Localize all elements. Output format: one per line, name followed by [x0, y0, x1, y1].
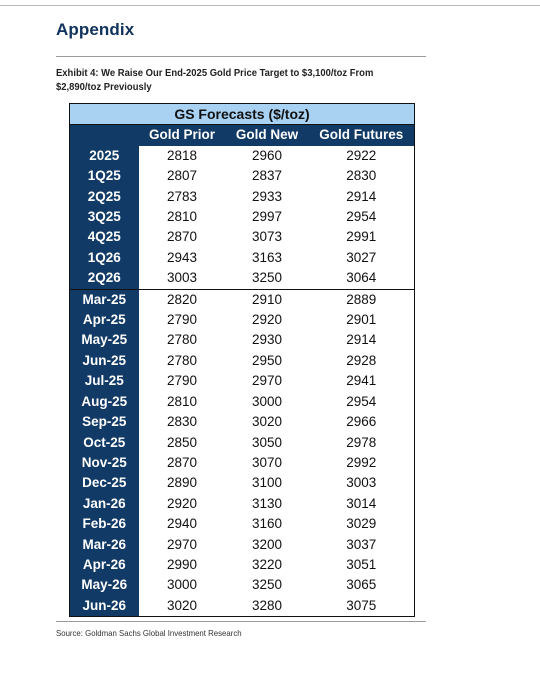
exhibit-title: Exhibit 4: We Raise Our End-2025 Gold Price Target to $3,100/toz From $2,890/toz Previously — [56, 67, 374, 93]
table-row — [70, 289, 415, 310]
gold-futures-value: 2830 — [309, 166, 415, 186]
row-label: 2025 — [70, 146, 139, 166]
gold-futures-value: 2922 — [309, 146, 415, 166]
gold-new-value: 3070 — [226, 453, 309, 473]
gold-new-value: 3250 — [226, 575, 309, 595]
table-row — [70, 248, 415, 268]
gold-prior-value: 2940 — [139, 514, 226, 534]
row-label: May-26 — [70, 575, 139, 595]
gold-prior-value: 2920 — [139, 494, 226, 514]
gold-prior-value: 2810 — [139, 392, 226, 412]
gold-futures-value: 2914 — [309, 330, 415, 350]
gold-new-value: 2910 — [226, 289, 309, 310]
top-divider — [0, 5, 540, 6]
gold-new-value: 3163 — [226, 248, 309, 268]
table-row — [70, 166, 415, 186]
gold-futures-value: 2954 — [309, 207, 415, 227]
gold-prior-value: 2990 — [139, 555, 226, 575]
row-label: Aug-25 — [70, 392, 139, 412]
table-row — [70, 187, 415, 207]
table-row — [70, 596, 415, 617]
section-title: Appendix — [56, 20, 135, 39]
gold-new-value: 3073 — [226, 227, 309, 247]
gold-prior-value: 2970 — [139, 535, 226, 555]
gold-new-value: 3130 — [226, 494, 309, 514]
bottom-divider — [56, 621, 426, 622]
gold-new-value: 3160 — [226, 514, 309, 534]
gold-new-value: 3280 — [226, 596, 309, 617]
table-row — [70, 514, 415, 534]
gold-new-value: 3220 — [226, 555, 309, 575]
gold-futures-value: 3065 — [309, 575, 415, 595]
gold-new-value: 2933 — [226, 187, 309, 207]
table-row — [70, 371, 415, 391]
table-row — [70, 330, 415, 350]
gold-prior-value: 2943 — [139, 248, 226, 268]
row-label: Jun-25 — [70, 351, 139, 371]
row-label: Apr-26 — [70, 555, 139, 575]
row-label: Apr-25 — [70, 310, 139, 330]
row-label: Sep-25 — [70, 412, 139, 432]
row-label: Feb-26 — [70, 514, 139, 534]
gold-futures-value: 2954 — [309, 392, 415, 412]
gold-futures-value: 2992 — [309, 453, 415, 473]
gold-futures-value: 2978 — [309, 433, 415, 453]
gold-prior-value: 2818 — [139, 146, 226, 166]
column-header-gold-new: Gold New — [226, 125, 309, 146]
gold-new-value: 2960 — [226, 146, 309, 166]
row-label: Mar-25 — [70, 289, 139, 310]
table-body — [70, 146, 415, 617]
gold-new-value: 3020 — [226, 412, 309, 432]
table-header-title: GS Forecasts ($/toz) — [70, 104, 415, 125]
gold-futures-value: 2914 — [309, 187, 415, 207]
gs-forecast-table — [69, 103, 415, 617]
gold-prior-value: 2780 — [139, 330, 226, 350]
forecast-table-container — [69, 103, 414, 617]
gold-new-value: 2920 — [226, 310, 309, 330]
gold-new-value: 3000 — [226, 392, 309, 412]
table-row — [70, 575, 415, 595]
table-row — [70, 433, 415, 453]
gold-prior-value: 2790 — [139, 310, 226, 330]
table-row — [70, 268, 415, 289]
gold-new-value: 3200 — [226, 535, 309, 555]
gold-futures-value: 2991 — [309, 227, 415, 247]
row-label: 4Q25 — [70, 227, 139, 247]
row-label: 1Q26 — [70, 248, 139, 268]
gold-futures-value: 3003 — [309, 473, 415, 493]
row-label: 2Q25 — [70, 187, 139, 207]
table-row — [70, 310, 415, 330]
gold-futures-value: 2928 — [309, 351, 415, 371]
column-header-label — [70, 125, 139, 146]
table-row — [70, 555, 415, 575]
gold-futures-value: 3027 — [309, 248, 415, 268]
table-row — [70, 227, 415, 247]
gold-futures-value: 3064 — [309, 268, 415, 289]
gold-futures-value: 2941 — [309, 371, 415, 391]
row-label: Dec-25 — [70, 473, 139, 493]
gold-new-value: 3050 — [226, 433, 309, 453]
table-row — [70, 412, 415, 432]
gold-prior-value: 2820 — [139, 289, 226, 310]
gold-new-value: 2930 — [226, 330, 309, 350]
gold-new-value: 2837 — [226, 166, 309, 186]
row-label: Jan-26 — [70, 494, 139, 514]
gold-prior-value: 2807 — [139, 166, 226, 186]
row-label: Oct-25 — [70, 433, 139, 453]
table-row — [70, 535, 415, 555]
gold-futures-value: 2901 — [309, 310, 415, 330]
table-row — [70, 351, 415, 371]
gold-prior-value: 2790 — [139, 371, 226, 391]
row-label: Jun-26 — [70, 596, 139, 617]
row-label: 1Q25 — [70, 166, 139, 186]
table-row — [70, 473, 415, 493]
table-row — [70, 207, 415, 227]
gold-futures-value: 3037 — [309, 535, 415, 555]
gold-prior-value: 3000 — [139, 575, 226, 595]
gold-prior-value: 2783 — [139, 187, 226, 207]
gold-new-value: 3250 — [226, 268, 309, 289]
row-label: 3Q25 — [70, 207, 139, 227]
table-row — [70, 453, 415, 473]
column-header-gold-prior: Gold Prior — [139, 125, 226, 146]
gold-futures-value: 3029 — [309, 514, 415, 534]
column-header-gold-futures: Gold Futures — [309, 125, 415, 146]
gold-prior-value: 2870 — [139, 453, 226, 473]
table-row — [70, 494, 415, 514]
source-note: Source: Goldman Sachs Global Investment Research — [56, 628, 242, 638]
gold-new-value: 2997 — [226, 207, 309, 227]
gold-prior-value: 2870 — [139, 227, 226, 247]
gold-prior-value: 2850 — [139, 433, 226, 453]
gold-futures-value: 3014 — [309, 494, 415, 514]
gold-prior-value: 2780 — [139, 351, 226, 371]
row-label: Mar-26 — [70, 535, 139, 555]
gold-prior-value: 3003 — [139, 268, 226, 289]
title-divider — [56, 56, 426, 57]
gold-futures-value: 3075 — [309, 596, 415, 617]
gold-prior-value: 3020 — [139, 596, 226, 617]
gold-prior-value: 2810 — [139, 207, 226, 227]
gold-new-value: 3100 — [226, 473, 309, 493]
gold-new-value: 2950 — [226, 351, 309, 371]
row-label: Jul-25 — [70, 371, 139, 391]
gold-futures-value: 2966 — [309, 412, 415, 432]
table-row — [70, 146, 415, 166]
gold-futures-value: 2889 — [309, 289, 415, 310]
row-label: Nov-25 — [70, 453, 139, 473]
row-label: May-25 — [70, 330, 139, 350]
table-row — [70, 392, 415, 412]
row-label: 2Q26 — [70, 268, 139, 289]
gold-new-value: 2970 — [226, 371, 309, 391]
gold-prior-value: 2830 — [139, 412, 226, 432]
gold-prior-value: 2890 — [139, 473, 226, 493]
gold-futures-value: 3051 — [309, 555, 415, 575]
